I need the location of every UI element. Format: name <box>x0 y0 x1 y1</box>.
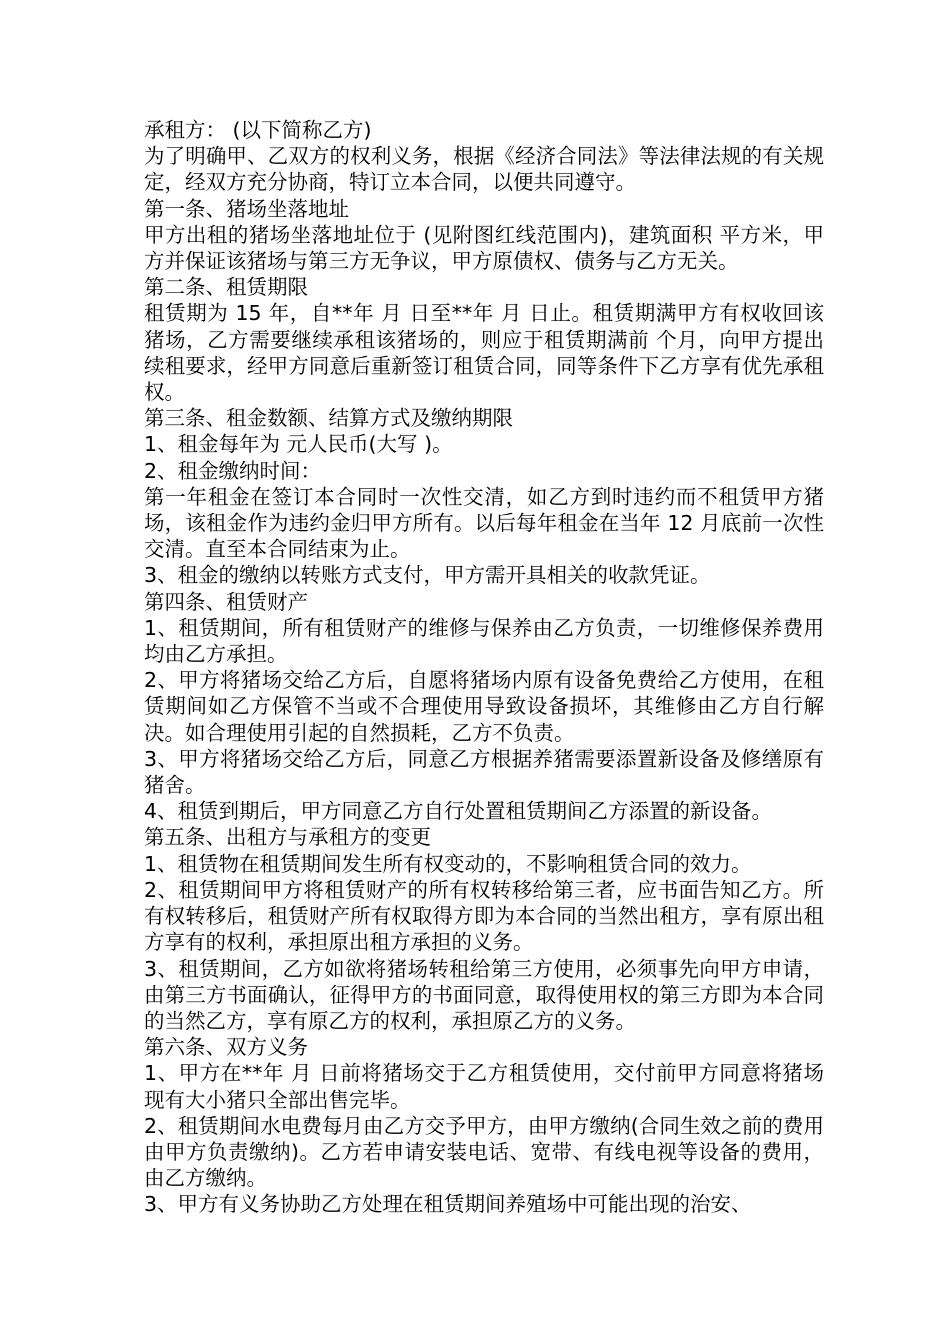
preamble-paragraph: 为了明确甲、乙双方的权利义务，根据《经济合同法》等法律法规的有关规定，经双方充分协商，特订立本合同，以便共同遵守。 <box>144 144 824 195</box>
article-3-heading: 第三条、租金数额、结算方式及缴纳期限 <box>144 406 513 431</box>
article-6-clause-1: 1、甲方在**年 月 日前将猪场交于乙方租赁使用，交付前甲方同意将猪场现有大小猪只全部出售完毕。 <box>144 1061 824 1112</box>
article-2-paragraph: 租赁期为 15 年，自**年 月 日至**年 月 日止。租赁期满甲方有权收回该猪场，乙方需要继续承租该猪场的，则应于租赁期满前 个月，向甲方提出续租要求，经甲方同意后重新签订租赁合同，同等条件下乙方享有优先承租权。 <box>144 301 824 405</box>
article-4-heading: 第四条、租赁财产 <box>144 589 308 614</box>
article-6-heading: 第六条、双方义务 <box>144 1035 308 1060</box>
article-4-clause-4: 4、租赁到期后，甲方同意乙方自行处置租赁期间乙方添置的新设备。 <box>144 799 773 824</box>
article-5-clause-1: 1、租赁物在租赁期间发生所有权变动的，不影响租赁合同的效力。 <box>144 851 752 876</box>
article-3-clause-2: 2、租金缴纳时间： <box>144 458 322 483</box>
lessee-line: 承租方： (以下简称乙方) <box>144 118 372 142</box>
article-4-clause-3: 3、甲方将猪场交给乙方后，同意乙方根据养猪需要添置新设备及修缮原有猪舍。 <box>144 746 824 798</box>
article-6-clause-2: 2、租赁期间水电费每月由乙方交予甲方，由甲方缴纳(合同生效之前的费用由甲方负责缴纳)。乙方若申请安装电话、宽带、有线电视等设备的费用，由乙方缴纳。 <box>144 1113 824 1191</box>
article-3-clause-1: 1、租金每年为 元人民币(大写 )。 <box>144 432 453 457</box>
article-3-clause-2-detail: 第一年租金在签订本合同时一次性交清，如乙方到时违约而不租赁甲方猪场，该租金作为违约金归甲方所有。以后每年租金在当年 12 月底前一次性交清。直至本合同结束为止。 <box>144 484 824 562</box>
article-4-clause-1: 1、租赁期间，所有租赁财产的维修与保养由乙方负责，一切维修保养费用均由乙方承担。 <box>144 615 824 667</box>
article-6-clause-3: 3、甲方有义务协助乙方处理在租赁期间养殖场中可能出现的治安、 <box>144 1192 752 1217</box>
article-1-paragraph: 甲方出租的猪场坐落地址位于 (见附图红线范围内)，建筑面积 平方米，甲方并保证该猪场与第三方无争议，甲方原债权、债务与乙方无关。 <box>144 222 824 274</box>
article-3-clause-3: 3、租金的缴纳以转账方式支付，甲方需开具相关的收款凭证。 <box>144 563 711 588</box>
document-body <box>144 117 824 1218</box>
article-1-heading: 第一条、猪场坐落地址 <box>144 196 349 221</box>
article-5-clause-2: 2、租赁期间甲方将租赁财产的所有权转移给第三者，应书面告知乙方。所有权转移后，租赁财产所有权取得方即为本合同的当然出租方，享有原出租方享有的权利，承担原出租方承担的义务。 <box>144 877 824 955</box>
article-2-heading: 第二条、租赁期限 <box>144 275 308 300</box>
article-4-clause-2: 2、甲方将猪场交给乙方后，自愿将猪场内原有设备免费给乙方使用，在租赁期间如乙方保管不当或不合理使用导致设备损坏，其维修由乙方自行解决。如合理使用引起的自然损耗，乙方不负责。 <box>144 668 824 745</box>
article-5-clause-3: 3、租赁期间，乙方如欲将猪场转租给第三方使用，必须事先向甲方申请，由第三方书面确认，征得甲方的书面同意，取得使用权的第三方即为本合同的当然乙方，享有原乙方的权利，承担原乙方的义务。 <box>144 956 824 1033</box>
article-5-heading: 第五条、出租方与承租方的变更 <box>144 825 431 850</box>
